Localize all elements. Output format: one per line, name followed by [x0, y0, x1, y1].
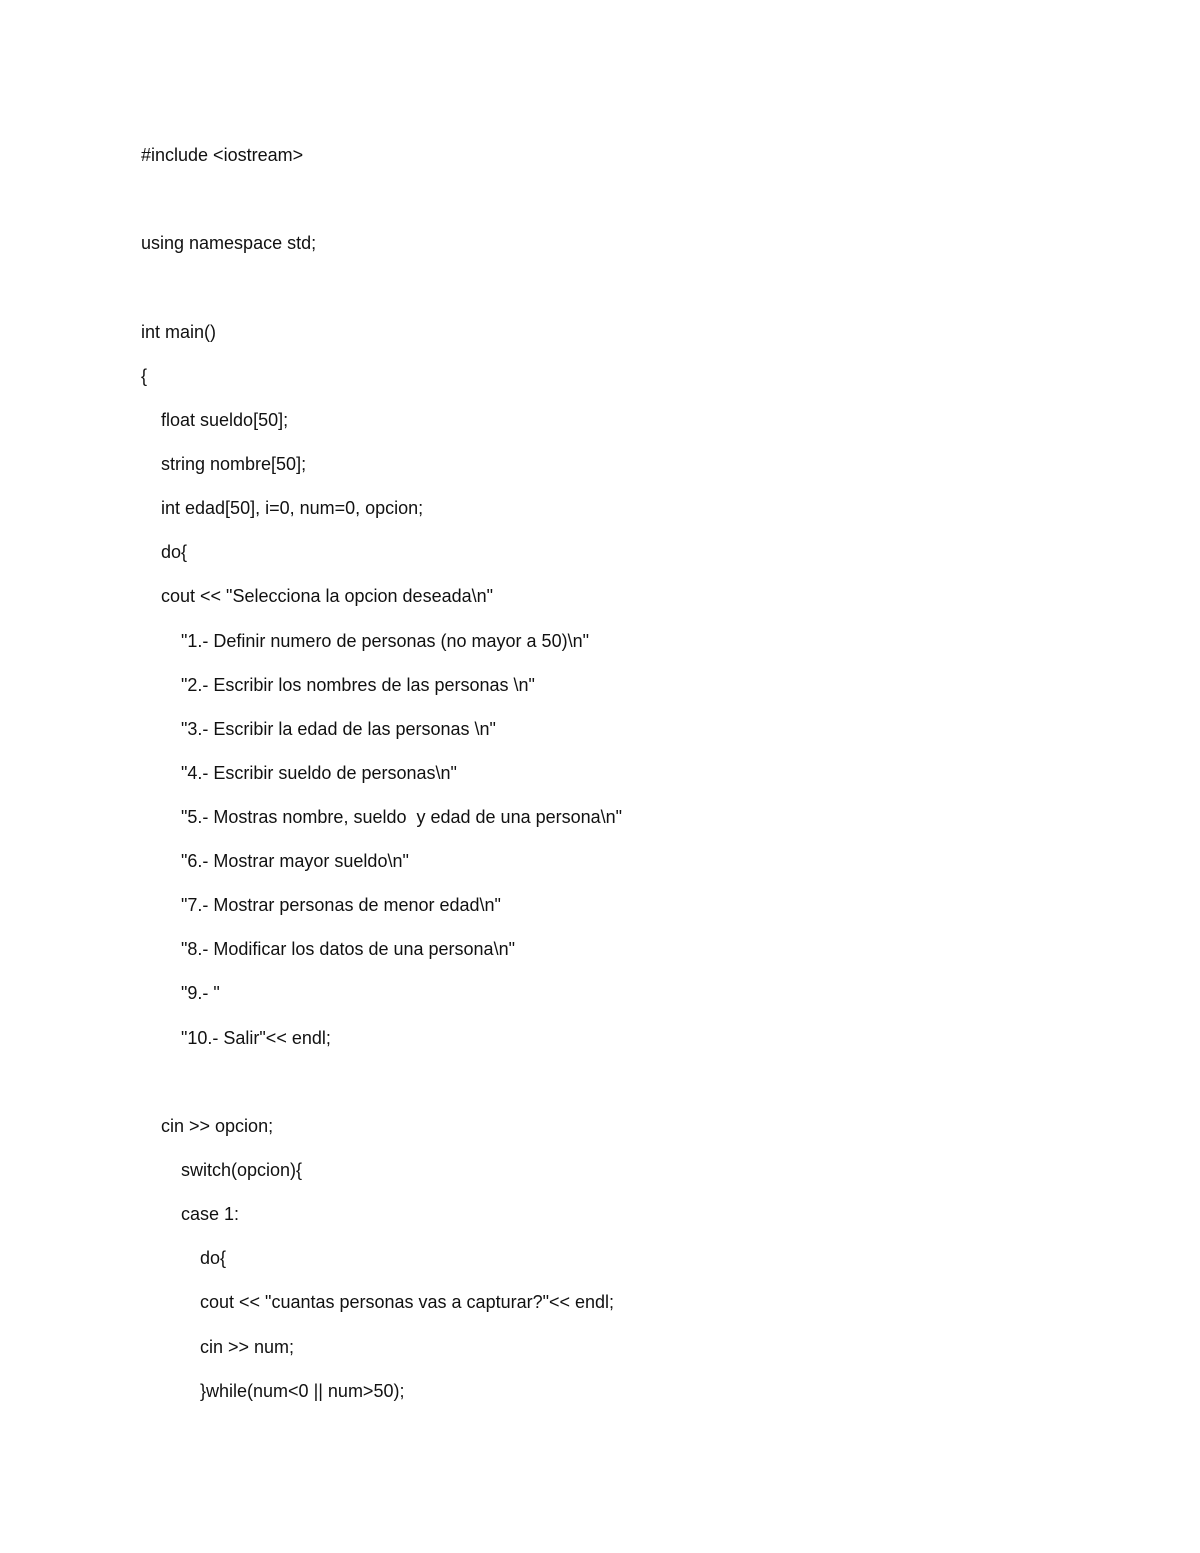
code-line-menu-option-7: "7.- Mostrar personas de menor edad\n"	[181, 895, 501, 915]
code-line-switch: switch(opcion){	[181, 1160, 303, 1180]
code-line-menu-option-4: "4.- Escribir sueldo de personas\n"	[181, 763, 457, 783]
code-line-menu-option-5: "5.- Mostras nombre, sueldo y edad de una persona\n"	[181, 807, 623, 827]
code-line-case-1: case 1:	[181, 1204, 240, 1224]
code-line-int-edad: int edad[50], i=0, num=0, opcion;	[161, 498, 424, 518]
code-line-menu-option-3: "3.- Escribir la edad de las personas \n"	[181, 719, 496, 739]
code-line-open-brace: {	[141, 366, 148, 386]
code-line-cout-capturar: cout << "cuantas personas vas a capturar?"<< endl;	[200, 1292, 615, 1312]
code-line-menu-option-1: "1.- Definir numero de personas (no mayor a 50)\n"	[181, 631, 589, 651]
code-line-cin-opcion: cin >> opcion;	[161, 1116, 274, 1136]
code-line-menu-option-6: "6.- Mostrar mayor sueldo\n"	[181, 851, 409, 871]
code-line-string-nombre: string nombre[50];	[161, 454, 307, 474]
code-line-using-namespace: using namespace std;	[141, 233, 317, 253]
code-line-cin-num: cin >> num;	[200, 1337, 295, 1357]
code-line-menu-option-10: "10.- Salir"<< endl;	[181, 1028, 331, 1048]
code-line-inner-do: do{	[200, 1248, 227, 1268]
code-line-menu-option-9: "9.- "	[181, 983, 220, 1003]
code-line-cout-menu: cout << "Selecciona la opcion deseada\n"	[161, 586, 494, 606]
code-line-float-sueldo: float sueldo[50];	[161, 410, 289, 430]
code-line-menu-option-8: "8.- Modificar los datos de una persona\n"	[181, 939, 515, 959]
code-line-while-condition: }while(num<0 || num>50);	[200, 1381, 405, 1401]
code-line-main-signature: int main()	[141, 322, 217, 342]
code-line-include: #include <iostream>	[141, 145, 304, 165]
code-line-do-open: do{	[161, 542, 188, 562]
code-line-menu-option-2: "2.- Escribir los nombres de las personas \n"	[181, 675, 535, 695]
